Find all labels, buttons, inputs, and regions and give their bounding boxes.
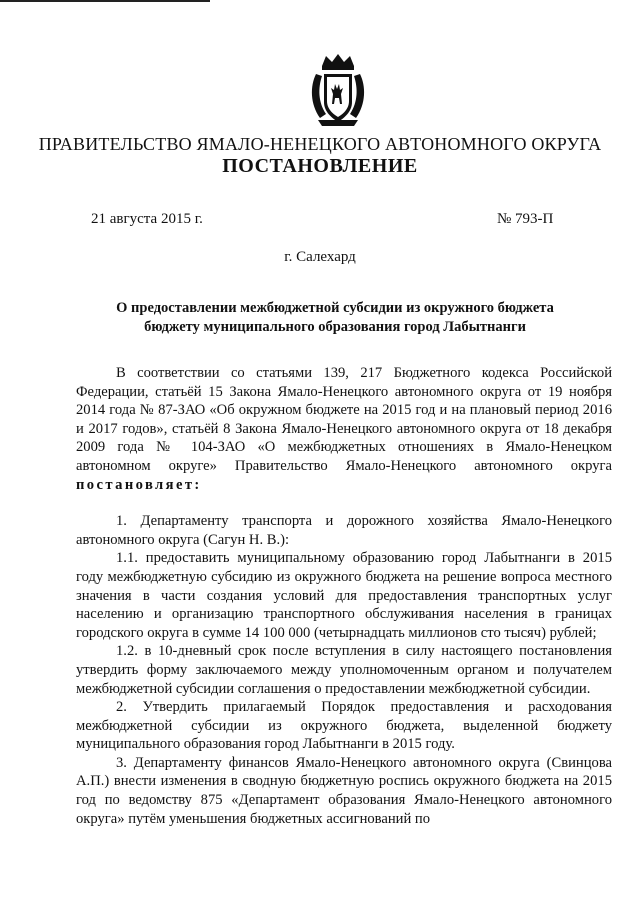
document-city: г. Салехард: [284, 249, 356, 265]
document-date: 21 августа 2015 г.: [91, 211, 203, 227]
paragraph-2: 2. Утвердить прилагаемый Порядок предоставления и расходования межбюджетной субсидии из окружного бюджета, выделенной бюджету муниципального образования город Лабытнанги в 2015 году.: [76, 699, 612, 753]
preamble-text: В соответствии со статьями 139, 217 Бюджетного кодекса Российской Федерации, статьёй 15 Закона Ямало-Ненецкого автономного округа от 19 ноября 2014 года № 87-ЗАО «Об окружном бюджете на 2015 год и на плановый период 2016 и 2017 годов», статьёй 8 Закона Ямало-Ненецкого автономного округа от 18 декабря 2009 года № 104-ЗАО «О межбюджетных отношениях в Ямало-Ненецком автономном округе» Правительство Ямало-Ненецкого автономного округа: [76, 365, 612, 474]
document-title: [100, 299, 570, 337]
title-line-2: бюджету муниципального образования город Лабытнанги: [144, 319, 526, 335]
decree-word: постановляет:: [76, 476, 202, 493]
document-number: № 793-П: [497, 211, 554, 227]
title-line-1: О предоставлении межбюджетной субсидии из окружного бюджета: [116, 300, 554, 316]
top-rule: [0, 0, 210, 2]
document-type: ПОСТАНОВЛЕНИЕ: [222, 155, 418, 177]
paragraph-1-1: 1.1. предоставить муниципальному образованию город Лабытнанги в 2015 году межбюджетную субсидию из окружного бюджета на решение вопроса местного значения в части создания условий для предоставления транспортных услуг населению и организацию транспортного обслуживания населения в границах городского округа в сумме 14 100 000 (четырнадцать миллионов сто тысяч) рублей;: [76, 550, 612, 641]
paragraph-3: 3. Департаменту финансов Ямало-Ненецкого автономного округа (Свинцова А.П.) внести изменения в сводную бюджетную роспись окружного бюджета на 2015 год по ведомству 875 «Департамент образования Ямало-Ненецкого автономного округа» путём уменьшения бюджетных ассигнований по: [76, 754, 612, 827]
preamble-paragraph: [76, 364, 612, 494]
organization-name: ПРАВИТЕЛЬСТВО ЯМАЛО-НЕНЕЦКОГО АВТОНОМНОГО ОКРУГА: [38, 134, 602, 154]
paragraph-1: 1. Департаменту транспорта и дорожного хозяйства Ямало-Ненецкого автономного округа (Сагун Н. В.):: [76, 513, 612, 548]
paragraph-1-2: 1.2. в 10-дневный срок после вступления в силу настоящего постановления утвердить форму заключаемого между уполномоченным органом и получателем межбюджетной субсидии соглашения о предоставлении межбюджетной субсидии.: [76, 643, 612, 697]
yamal-nenets-coat-of-arms-icon: [308, 52, 368, 128]
document-body: [76, 364, 612, 828]
